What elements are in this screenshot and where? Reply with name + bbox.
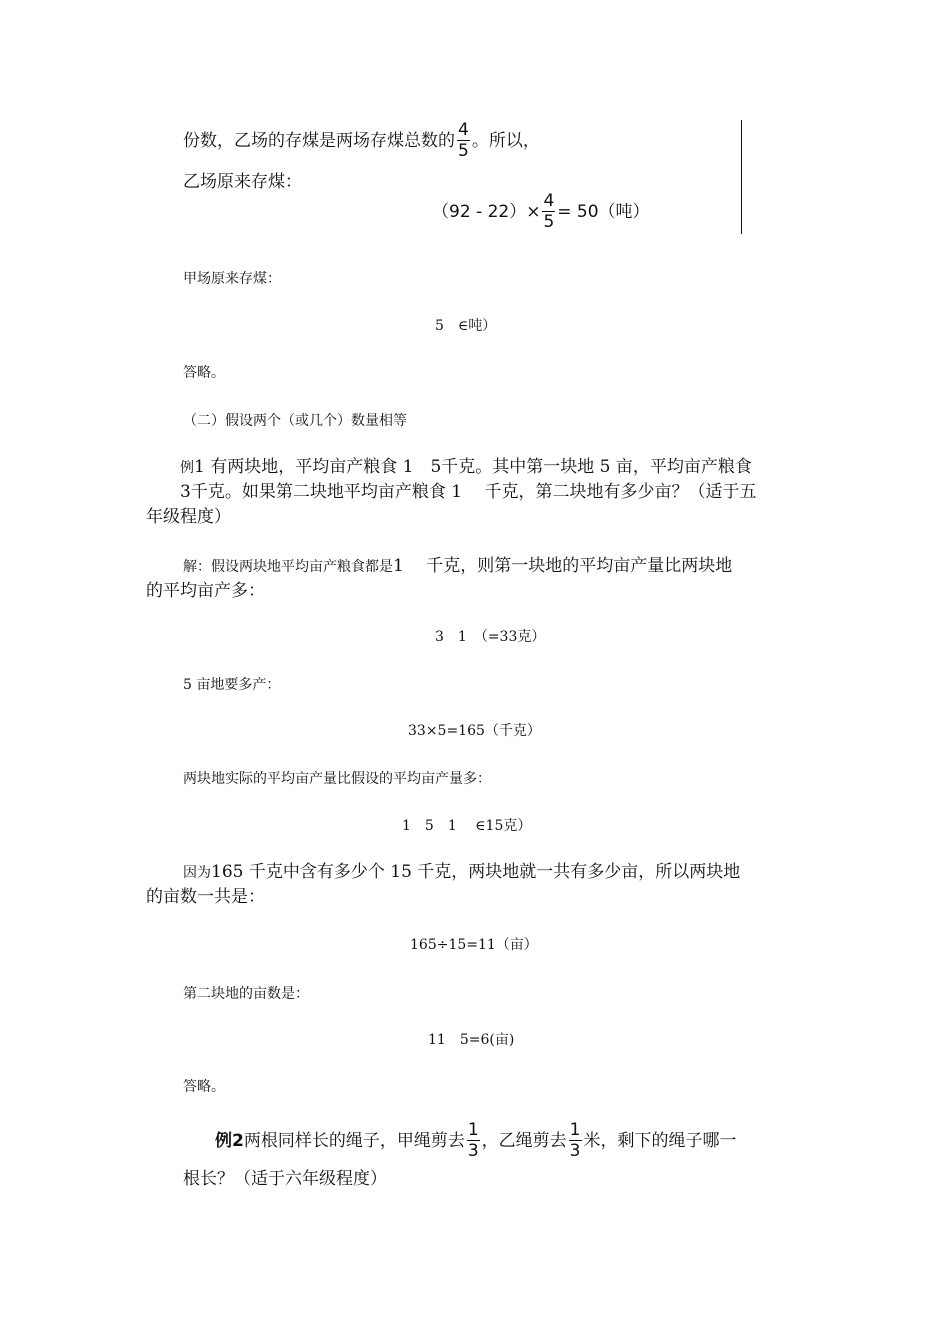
- img-formula: [432, 193, 650, 231]
- img-line-1-pre: 份数，乙场的存煤是两场存煤总数的: [183, 131, 455, 151]
- example-2-pre: 两根同样长的绳子，甲绳剪去: [243, 1131, 465, 1151]
- img-formula-pre: （92 - 22）×: [432, 202, 541, 222]
- img-formula-post: = 50（吨）: [557, 202, 650, 222]
- calc-2: 33×5=165（千克）: [408, 723, 541, 739]
- p-second: 第二块地的亩数是：: [183, 986, 309, 1002]
- img-line-1: [183, 122, 540, 160]
- because-line-1: [183, 857, 740, 882]
- solution-text-1: 1 千克，则第一块地的平均亩产量比两块地: [393, 556, 733, 576]
- because-prefix: 因为: [183, 865, 211, 881]
- example-1-text-2: 千克。如果第二块地平均亩产粮食 1 千克，第二块地有多少亩？（适于五: [190, 482, 757, 502]
- example-1-line-1: [180, 452, 752, 477]
- solution-prefix: 解：假设两块地平均亩产粮食都是: [183, 559, 393, 575]
- example-1-prefix: 例: [180, 460, 194, 476]
- example-2-line-1: [215, 1122, 737, 1160]
- because-text-1: 165 千克中含有多少个 15 千克，两块地就一共有多少亩，所以两块地: [211, 862, 741, 882]
- calc-3: 1 5 1 ∈15克）: [402, 818, 532, 834]
- example-2-post: 米，剩下的绳子哪一: [583, 1131, 737, 1151]
- example-2-mid: ，乙绳剪去: [481, 1131, 567, 1151]
- calc-jia: 5 ∈吨）: [435, 318, 497, 334]
- fraction-4-5-formula: $\frac{4}{5}$: [543, 191, 555, 232]
- p-5mu: 5 亩地要多产：: [183, 677, 281, 693]
- example-1-mark: 3: [180, 482, 191, 502]
- answer-1: 答略。: [183, 365, 225, 381]
- fraction-4-5: $\frac{4}{5}$: [458, 120, 469, 161]
- section-title: （二）假设两个（或几个）数量相等: [183, 413, 407, 429]
- example-1-line-2: [180, 477, 756, 502]
- example-1-text-1: 1 有两块地，平均亩产粮食 1 5千克。其中第一块地 5 亩，平均亩产粮食: [194, 457, 752, 477]
- solution-line-2: 的平均亩产多：: [146, 581, 265, 601]
- p-diff: 两块地实际的平均亩产量比假设的平均亩产量多：: [183, 771, 491, 787]
- fraction-1-3-a: $\frac{1}{3}$: [467, 1120, 479, 1161]
- calc-5: 11 5=6(亩): [428, 1032, 515, 1048]
- answer-2: 答略。: [183, 1079, 225, 1095]
- fraction-1-3-b: $\frac{1}{3}$: [569, 1120, 581, 1161]
- img-line-1-post: 。所以，: [471, 131, 540, 151]
- example-2-label: 例2: [215, 1131, 244, 1151]
- solution-line-1: [183, 551, 732, 576]
- calc-1: 3 1 （=33克）: [435, 629, 546, 645]
- example-2-line-2: 根长？（适于六年级程度）: [183, 1169, 387, 1189]
- calc-4: 165÷15=11（亩）: [410, 937, 538, 953]
- img-line-2: 乙场原来存煤：: [183, 172, 302, 192]
- example-1-line-3: 年级程度）: [146, 507, 231, 527]
- vertical-rule: [741, 120, 742, 234]
- because-line-2: 的亩数一共是：: [146, 887, 265, 907]
- p-jia-label: 甲场原来存煤：: [183, 271, 281, 287]
